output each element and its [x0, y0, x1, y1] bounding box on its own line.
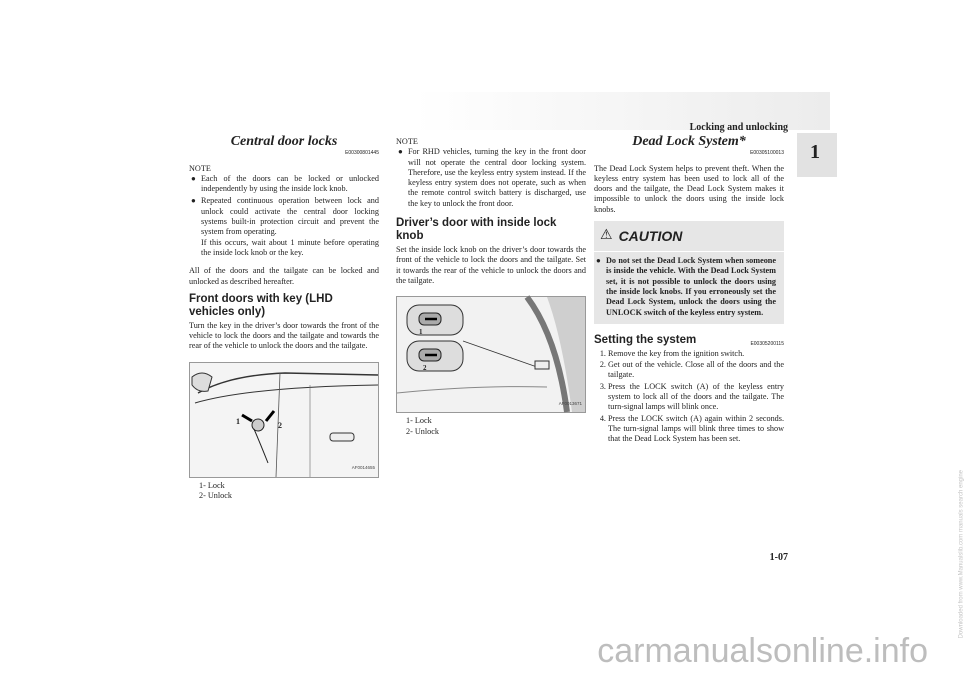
section-code: E00305100013 — [750, 150, 784, 157]
note-item: ● For RHD vehicles, turning the key in the front door will not operate the central door locking system. Therefore, use the keyless entry system instead. If the keyless entry system does not operate, such as when the remote control switch battery is discharged, use the key to unlock the front door. — [398, 147, 586, 208]
list-item: 3. Press the LOCK switch (A) of the keyless entry system to lock all of the doors and the tailgate. The turn-signal lamps will blink once. — [608, 382, 784, 413]
side-watermark: Downloaded from www.Manualslib.com manuals search engine — [958, 470, 964, 639]
column-2 — [396, 137, 586, 437]
legend-item: 1- Lock — [199, 480, 225, 490]
subheading-row — [594, 334, 784, 347]
inside-lock-knob-drawing — [397, 297, 585, 412]
list-item: 2. Get out of the vehicle. Close all of the doors and the tailgate. — [608, 360, 784, 381]
legend-item: 2- Unlock — [406, 426, 439, 436]
paragraph: The Dead Lock System helps to prevent theft. When the keyless entry system has been used to lock all of the doors and the tailgate, the Dead Lock System makes it impossible to unlock the doors using the inside lock knobs. — [594, 163, 784, 214]
caution-box — [594, 221, 784, 324]
section-tab — [797, 133, 837, 177]
figure-label: 2 — [278, 420, 282, 430]
subheading: Driver’s door with inside lock knob — [396, 217, 557, 243]
note-item: ● Each of the doors can be locked or unlocked independently by using the inside lock knob. — [191, 173, 379, 194]
figure-code: AF0014655 — [351, 465, 375, 471]
figure-code: AF0013671 — [558, 400, 582, 406]
section-heading: Central door locks — [230, 134, 338, 149]
inside-lock-knob-illustration — [396, 296, 586, 413]
caution-title: CAUTION — [618, 227, 683, 244]
subheading: Front doors with key (LHD vehicles only) — [189, 292, 333, 318]
page-number: 1-07 — [769, 552, 788, 563]
legend-item: 2- Unlock — [199, 491, 232, 501]
subheading: Setting the system — [594, 333, 697, 346]
bullet-icon: ● — [398, 147, 403, 157]
section-code: E00300801445 — [345, 150, 379, 157]
figure-label: 1 — [419, 328, 423, 337]
note-item: ● Repeated continuous operation between lock and unlock could activate the central door locking systems built-in protection circuit and prevent the system from operating. If this occurs, wait about 1 minute before operating the inside lock knob or the key. — [191, 196, 379, 257]
caution-text: ● Do not set the Dead Lock System when someone is inside the vehicle. With the Dead Lock System set, it is not possible to unlock the doors using the inside lock knobs. If you erroneously set the Dead Lock System, unlock the doors using the UNLOCK switch of the keyless entry system. — [594, 251, 784, 318]
column-1 — [189, 134, 379, 501]
caution-header — [594, 221, 784, 251]
paragraph: All of the doors and the tailgate can be locked and unlocked as described hereafter. — [189, 266, 379, 286]
watermark: carmanualsonline.info — [597, 632, 928, 670]
note-label: NOTE — [189, 163, 211, 173]
note-label: NOTE — [396, 137, 418, 146]
section-number: 1 — [810, 141, 820, 163]
door-key-illustration — [189, 362, 379, 478]
bullet-icon: ● — [596, 256, 601, 266]
bullet-icon: ● — [191, 196, 196, 206]
warning-triangle-icon: ⚠ — [600, 227, 613, 243]
legend-item: 1- Lock — [406, 416, 432, 426]
running-header: Locking and unlocking — [689, 122, 788, 133]
figure-label: 2 — [423, 364, 427, 373]
column-3 — [594, 134, 784, 446]
list-item: 4. Press the LOCK switch (A) again within 2 seconds. The turn-signal lamps will blink three times to show that the Dead Lock System has been set. — [608, 414, 784, 445]
section-heading: Dead Lock System* — [632, 134, 746, 149]
paragraph: Set the inside lock knob on the driver’s door towards the front of the vehicle to lock the doors and the tailgate. Set it towards the rear of the vehicle to unlock the doors and the tailgate. — [396, 245, 586, 285]
bullet-icon: ● — [191, 173, 196, 183]
section-code: E00305200115 — [750, 340, 784, 347]
paragraph: Turn the key in the driver’s door towards the front of the vehicle to lock the doors and the tailgate and towards the rear of the vehicle to unlock the doors and the tailgate. — [189, 320, 379, 351]
door-key-drawing — [190, 363, 378, 477]
figure-label: 1 — [236, 416, 240, 426]
list-item: 1. Remove the key from the ignition switch. — [608, 349, 784, 359]
steps-list — [594, 349, 784, 445]
